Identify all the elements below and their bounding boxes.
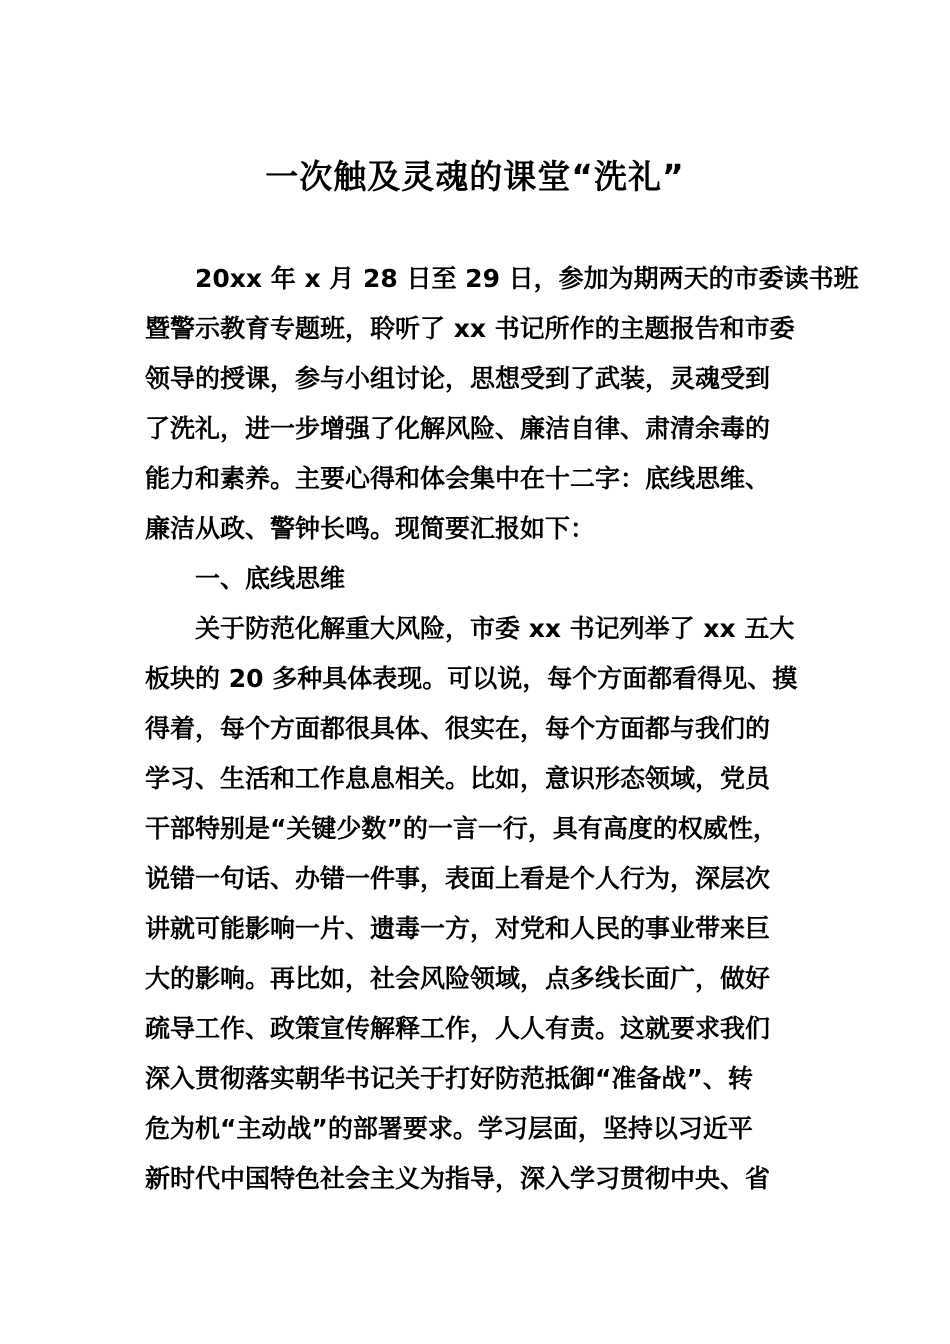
paragraph-line: 领导的授课，参与小组讨论，思想受到了武装，灵魂受到: [145, 364, 771, 393]
paragraph-line: 暨警示教育专题班，聆听了 xx 书记所作的主题报告和市委: [145, 314, 795, 343]
paragraph-line: 了洗礼，进一步增强了化解风险、廉洁自律、肃清余毒的: [145, 414, 771, 443]
paragraph-line: 疏导工作、政策宣传解释工作，人人有责。这就要求我们: [145, 1014, 771, 1043]
paragraph-line: 关于防范化解重大风险，市委 xx 书记列举了 xx 五大: [195, 614, 795, 643]
document-body: [145, 254, 859, 1204]
document-title: 一次触及灵魂的课堂“洗礼”: [265, 157, 685, 196]
paragraph-line: 干部特别是“关键少数”的一言一行，具有高度的权威性，: [145, 814, 778, 843]
paragraph-line: 能力和素养。主要心得和体会集中在十二字：底线思维、: [145, 464, 771, 493]
paragraph-line: 新时代中国特色社会主义为指导，深入学习贯彻中央、省: [145, 1164, 771, 1193]
paragraph-line: 20xx 年 x 月 28 日至 29 日，参加为期两天的市委读书班: [195, 264, 859, 293]
paragraph-line: 廉洁从政、警钟长鸣。现简要汇报如下：: [145, 514, 596, 543]
paragraph-line: 危为机“主动战”的部署要求。学习层面，坚持以习近平: [145, 1114, 753, 1143]
paragraph-line: 说错一句话、办错一件事，表面上看是个人行为，深层次: [145, 864, 771, 893]
paragraph-line: 讲就可能影响一片、遗毒一方，对党和人民的事业带来巨: [145, 914, 771, 943]
paragraph-line: 学习、生活和工作息息相关。比如，意识形态领域，党员: [145, 764, 771, 793]
paragraph-line: 板块的 20 多种具体表现。可以说，每个方面都看得见、摸: [145, 664, 798, 693]
section-heading: 一、底线思维: [195, 564, 346, 593]
paragraph-line: 大的影响。再比如，社会风险领域，点多线长面广，做好: [145, 964, 771, 993]
paragraph-line: 得着，每个方面都很具体、很实在，每个方面都与我们的: [145, 714, 771, 743]
paragraph-line: 深入贯彻落实朝华书记关于打好防范抵御“准备战”、转: [145, 1064, 753, 1093]
